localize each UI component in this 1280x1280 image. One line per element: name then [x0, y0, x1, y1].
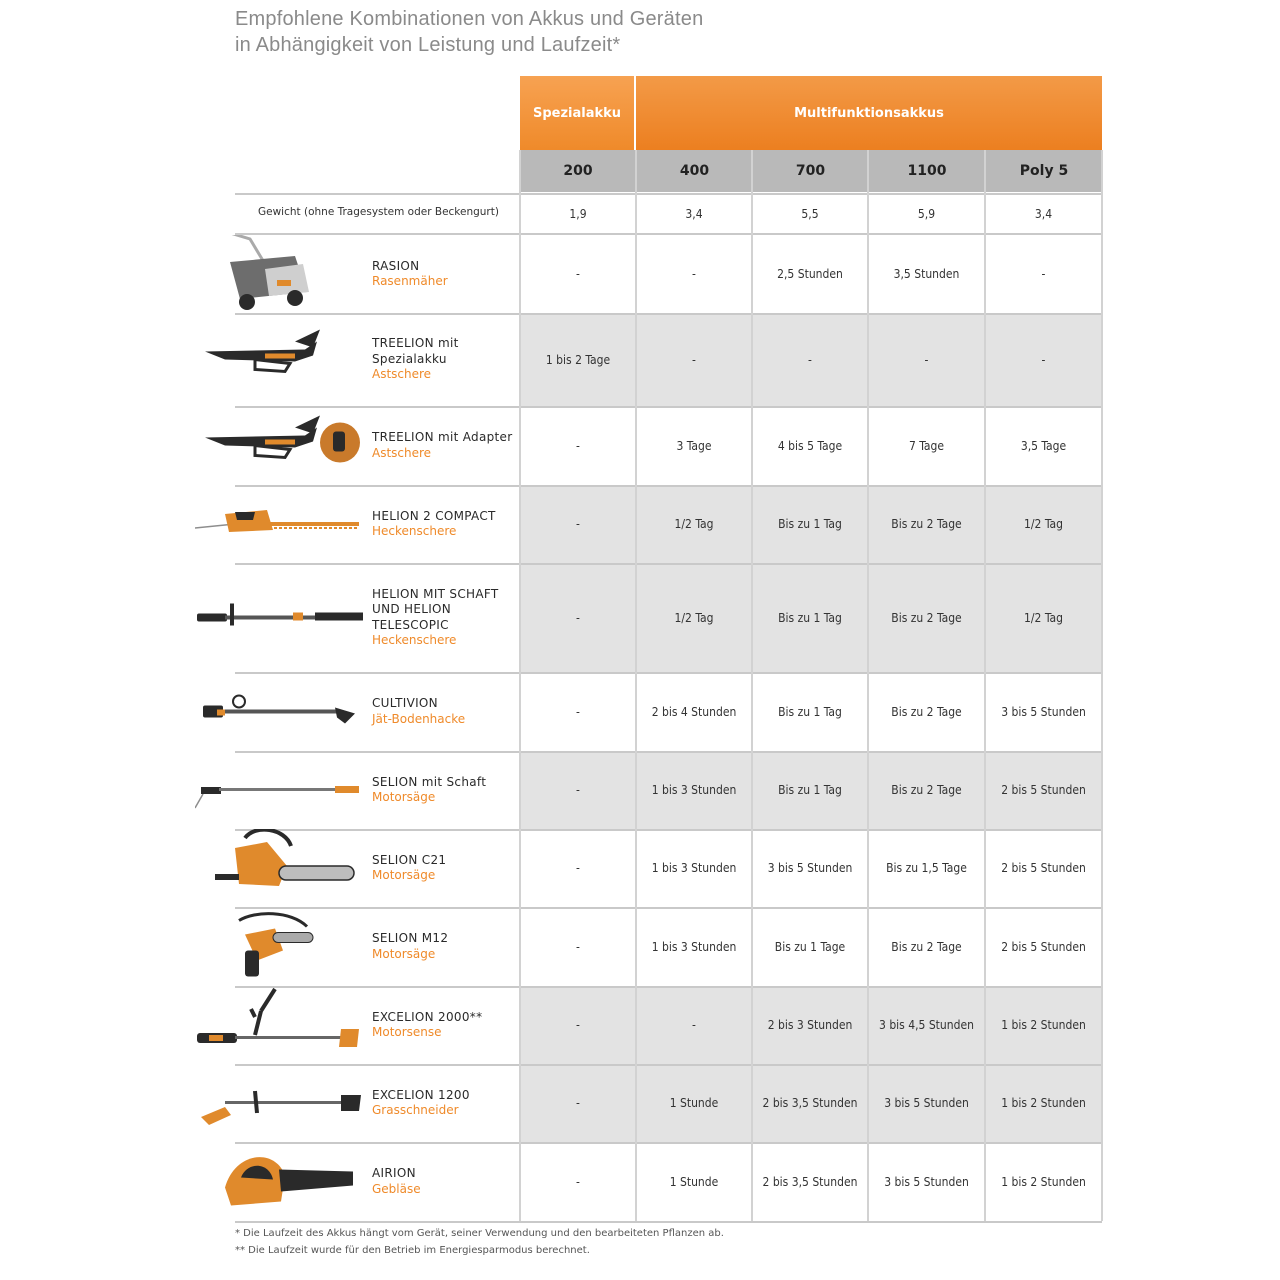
table-cell: 2 bis 4 Stunden [651, 704, 737, 719]
product-type: Heckenschere [372, 633, 457, 647]
product-type: Jät-Bodenhacke [372, 711, 466, 726]
table-cell: Bis zu 2 Tage [891, 704, 962, 719]
product-label [372, 509, 496, 540]
table-cell: 1 bis 2 Stunden [1001, 1096, 1086, 1110]
product-name: EXCELION 1200 [372, 1087, 470, 1102]
table-cell: 3,5 Stunden [893, 267, 960, 281]
table-cell: Bis zu 1 Tage [774, 939, 846, 954]
table-cell: 4 bis 5 Tage [777, 438, 843, 453]
table-cell: Bis zu 2 Tage [891, 939, 962, 954]
table-cell: 3,5 Tage [1020, 438, 1067, 453]
title-line-2: in Abhängigkeit von Leistung und Laufzeit* [235, 34, 621, 56]
weight-label: Gewicht (ohne Tragesystem oder Beckengurt) [258, 206, 499, 218]
title-line-1: Empfohlene Kombinationen von Akkus und Geräten [235, 8, 704, 30]
product-type: Heckenschere [372, 524, 457, 538]
table-cell: 1 bis 3 Stunden [651, 783, 737, 797]
product-type: Gebläse [372, 1181, 421, 1196]
table-cell: 2 bis 3,5 Stunden [762, 1096, 858, 1110]
table-cell: Bis zu 2 Tage [891, 610, 962, 625]
table-cell: 1 Stunde [669, 1174, 719, 1189]
product-type: Rasenmäher [372, 274, 448, 288]
brushcutter-icon [195, 986, 367, 1064]
table-cell: - [576, 1096, 580, 1110]
footnote-1: * Die Laufzeit des Akkus hängt vom Gerät, seiner Verwendung und den bearbeiteten Pflanzen ab. [235, 1228, 724, 1239]
product-type: Motorsäge [372, 790, 436, 804]
table-cell: 2 bis 5 Stunden [1001, 939, 1086, 954]
cultivator-icon [195, 672, 367, 751]
product-name: SELION C21 [372, 852, 447, 867]
weight-value: 3,4 [685, 207, 703, 221]
product-name: CULTIVION [372, 696, 438, 710]
table-cell: 3 bis 5 Stunden [884, 1096, 969, 1110]
leaf-blower-icon [195, 1142, 367, 1221]
table-cell: - [808, 352, 812, 367]
table-cell: - [576, 517, 580, 531]
table-cell: Bis zu 1 Tag [778, 783, 842, 797]
product-name: TREELION mit Adapter [372, 430, 513, 444]
mini-chainsaw-icon [195, 907, 367, 986]
table-cell: - [576, 1174, 580, 1189]
table-cell: 1 Stunde [669, 1096, 719, 1110]
product-name: TREELION mit Spezialakku [372, 336, 459, 366]
product-label [372, 430, 512, 461]
column-header: 400 [637, 150, 752, 192]
table-cell: - [576, 267, 580, 281]
column-header: Poly 5 [986, 150, 1102, 192]
product-name: SELION M12 [372, 931, 449, 945]
weight-value: 3,4 [1034, 207, 1053, 221]
table-cell: 2 bis 5 Stunden [1001, 861, 1086, 875]
product-label [372, 775, 486, 806]
table-cell: Bis zu 1,5 Tage [886, 861, 967, 875]
table-cell: - [576, 861, 580, 875]
grass-trimmer-icon [195, 1064, 367, 1142]
product-label [372, 1010, 482, 1041]
table-cell: 1/2 Tag [674, 517, 714, 531]
table-cell: 1 bis 3 Stunden [651, 939, 737, 954]
table-cell: 1/2 Tag [674, 610, 714, 625]
product-type: Grasschneider [372, 1103, 459, 1117]
table-cell: 3 Tage [676, 438, 712, 453]
table-cell: 1 bis 2 Stunden [1001, 1018, 1086, 1032]
row-divider [235, 1221, 1102, 1223]
table-cell: 2 bis 3 Stunden [767, 1018, 853, 1032]
weight-value: 5,9 [917, 207, 936, 221]
product-label [372, 259, 448, 290]
table-cell: - [692, 267, 696, 281]
pole-hedge-trimmer-icon [195, 563, 367, 672]
product-label [372, 336, 472, 383]
column-header: 1100 [869, 150, 985, 192]
table-cell: - [692, 1018, 696, 1032]
table-cell: 1 bis 2 Stunden [1001, 1174, 1086, 1189]
header-multi-battery: Multifunktionsakkus [636, 76, 1102, 150]
table-cell: - [576, 1018, 580, 1032]
pruner-adapter-icon [195, 406, 367, 485]
product-label [372, 931, 448, 962]
table-cell: 3 bis 5 Stunden [1001, 704, 1086, 719]
product-label [372, 1166, 421, 1197]
product-name: HELION MIT SCHAFT UND HELION TELESCOPIC [372, 586, 499, 632]
product-type: Motorsäge [372, 868, 436, 882]
table-cell: Bis zu 1 Tag [778, 517, 842, 531]
product-type: Motorsense [372, 1025, 442, 1039]
product-name: AIRION [372, 1166, 416, 1180]
product-label [372, 853, 446, 884]
product-name: RASION [372, 258, 420, 273]
table-cell: 3 bis 5 Stunden [767, 861, 853, 875]
table-cell: - [692, 352, 696, 367]
chainsaw-icon [195, 829, 367, 907]
table-cell: - [576, 438, 580, 453]
product-type: Motorsäge [372, 946, 436, 961]
table-cell: 1 bis 2 Tage [545, 352, 611, 367]
product-name: SELION mit Schaft [372, 774, 487, 789]
table-cell: - [576, 610, 580, 625]
table-cell: 1/2 Tag [1024, 610, 1063, 625]
table-cell: - [924, 352, 929, 367]
weight-value: 1,9 [569, 207, 587, 221]
column-header: 200 [520, 150, 636, 192]
footnote-2: ** Die Laufzeit wurde für den Betrieb im Energiesparmodus berechnet. [235, 1245, 590, 1256]
column-header: 700 [753, 150, 868, 192]
product-name: HELION 2 COMPACT [372, 508, 496, 523]
table-cell: 1/2 Tag [1024, 517, 1063, 531]
table-cell: 3 bis 5 Stunden [884, 1174, 969, 1189]
table-cell: - [1041, 352, 1046, 367]
product-label [372, 587, 507, 649]
product-label [372, 1088, 470, 1119]
table-cell: 2,5 Stunden [777, 267, 843, 281]
product-label [372, 696, 465, 727]
pole-saw-icon [195, 751, 367, 829]
header-special-battery: Spezialakku [520, 76, 634, 150]
table-cell: 2 bis 3,5 Stunden [762, 1174, 858, 1189]
table-cell: - [576, 939, 580, 954]
page-title [235, 6, 703, 58]
table-cell: - [576, 704, 580, 719]
product-name: EXCELION 2000** [372, 1009, 483, 1024]
product-type: Astschere [372, 367, 432, 382]
weight-value: 5,5 [801, 207, 819, 221]
hedge-trimmer-icon [195, 485, 367, 563]
table-cell: Bis zu 2 Tage [891, 517, 962, 531]
table-cell: 7 Tage [908, 438, 944, 453]
table-cell: 1 bis 3 Stunden [651, 861, 737, 875]
table-cell: Bis zu 1 Tag [778, 704, 842, 719]
product-type: Astschere [372, 445, 432, 460]
lawnmower-icon [195, 235, 367, 313]
table-cell: - [576, 783, 580, 797]
table-cell: 3 bis 4,5 Stunden [879, 1018, 974, 1032]
table-cell: 2 bis 5 Stunden [1001, 783, 1086, 797]
table-cell: Bis zu 1 Tag [778, 610, 842, 625]
table-cell: - [1041, 267, 1046, 281]
table-cell: Bis zu 2 Tage [891, 783, 962, 797]
pruner-icon [195, 313, 367, 406]
